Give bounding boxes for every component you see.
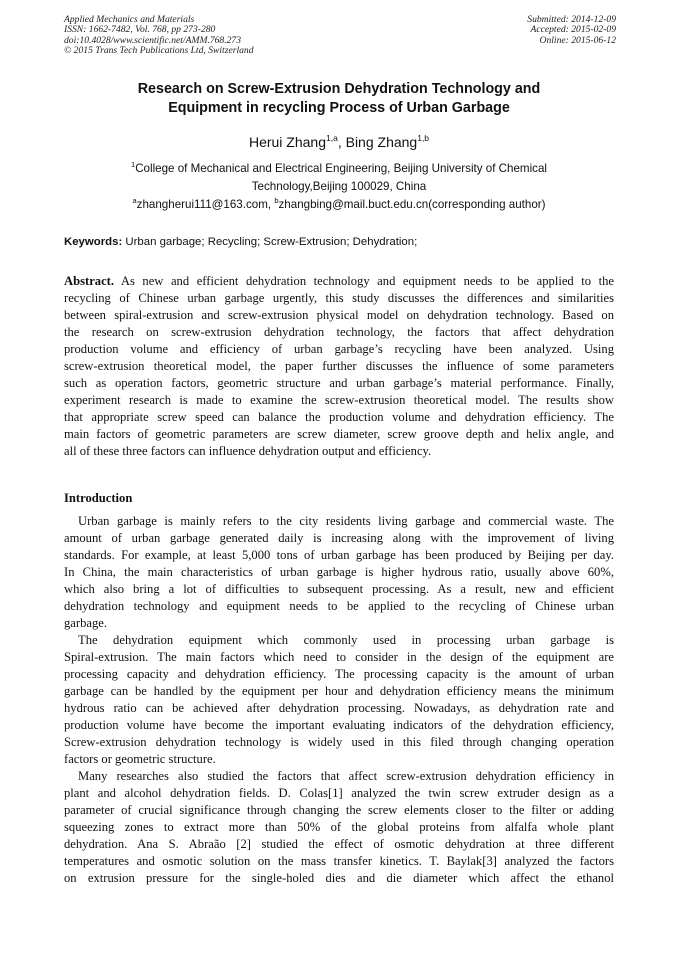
intro-line: temperatures and osmotic solution on the mass transfer kinetics. T. Baylak[3] analyzed the factors (64, 854, 614, 868)
intro-line: which also bring a lot of difficulties to subsequent processing. As a result, new and efficient (64, 582, 614, 596)
journal-info (64, 15, 254, 57)
intro-line: dehydration technology and equipment needs to be applied to the recycling of Chinese urban (64, 599, 614, 613)
abstract (64, 273, 614, 460)
intro-line: dehydration. Ana S. Abraão [2] studied the effect of osmotic dehydration at three different (64, 837, 614, 851)
intro-line: processing capacity and dehydration efficiency. The processing capacity is the amount of urban (64, 667, 614, 681)
paper-title (64, 80, 614, 118)
email-marker-a: a (132, 196, 137, 205)
affiliation-line-2: Technology,Beijing 100029, China (251, 180, 427, 193)
email-marker-b: b (274, 196, 279, 205)
email-b-link[interactable]: zhangbing@mail.buct.edu.cn(corresponding author) (278, 198, 546, 211)
affiliation-line-1 (64, 160, 614, 178)
keywords (64, 234, 614, 250)
intro-line: Urban garbage is mainly refers to the city residents living garbage and commercial waste. The (78, 514, 614, 528)
keywords-text: Urban garbage; Recycling; Screw-Extrusion; Dehydration; (122, 236, 418, 248)
online-date: Online: 2015-06-12 (539, 34, 616, 46)
dates-info (527, 15, 616, 46)
institution-text: College of Mechanical and Electrical Engineering, Beijing University of Chemical (135, 162, 547, 175)
author-1: Herui Zhang (248, 134, 326, 150)
email-line (64, 196, 614, 214)
intro-line: Spiral-extrusion. The main factors which need to consider in the design of the equipment are (64, 650, 614, 664)
title-line-2: Equipment in recycling Process of Urban Garbage (168, 100, 510, 116)
abstract-line: recycling of Chinese urban garbage urgently, this study discusses the differences and similarities (64, 291, 614, 305)
intro-line: squeezing zones to extract more than 50% of the global proteins from alfalfa whole plant (64, 820, 614, 834)
section-heading-introduction: Introduction (64, 491, 133, 505)
intro-line: standards. For example, at least 5,000 tons of urban garbage has been produced by Beijing per day. (64, 548, 614, 562)
intro-line: In China, the main characteristics of urban garbage is higher hydrous ratio, usually above 60%, (64, 565, 614, 579)
abstract-line: such as operation factors, geometric structure and urban garbage’s material performance. Finally, (64, 376, 614, 390)
abstract-label: Abstract. (64, 274, 115, 288)
journal-name: Applied Mechanics and Materials (64, 14, 195, 25)
keywords-label: Keywords: (64, 236, 123, 248)
submitted-date: Submitted: 2014-12-09 (527, 14, 616, 25)
affiliations (64, 160, 614, 214)
intro-line: plant and alcohol dehydration fields. D. Colas[1] analyzed the twin screw extruder design as a (64, 786, 614, 800)
title-line-1: Research on Screw-Extrusion Dehydration Technology and (137, 81, 541, 97)
abstract-line: all of these three factors can influence dehydration output and efficiency. (64, 444, 432, 458)
author-list (64, 133, 614, 151)
intro-line: The dehydration equipment which commonly used in processing urban garbage is (78, 633, 614, 647)
abstract-line: screw-extrusion theoretical model, the paper further discusses the influence of some parameters (64, 359, 614, 373)
intro-line: on extrusion pressure for the single-holed dies and die diameter which affect the ethanol (64, 871, 614, 885)
introduction-body (64, 513, 614, 887)
abstract-line: between spiral-extrusion and screw-extrusion physical model on dehydration technology. Based on (64, 308, 614, 322)
accepted-date: Accepted: 2015-02-09 (530, 24, 616, 36)
abstract-line: main factors of geometric parameters are screw diameter, screw groove depth and helix angle, and (64, 427, 614, 441)
affil-marker-1: 1 (131, 160, 136, 169)
intro-line: factors or geometric structure. (64, 752, 216, 766)
email-a-link[interactable]: zhangherui111@163.com, (136, 198, 275, 211)
doi-line[interactable]: doi:10.4028/www.scientific.net/AMM.768.273 (64, 34, 242, 46)
issn-line: ISSN: 1662-7482, Vol. 768, pp 273-280 (64, 24, 216, 36)
intro-line: Screw-extrusion dehydration technology is widely used in this filed through changing operation (64, 735, 614, 749)
abstract-line: the research on screw-extrusion dehydration technology, the factors that affect dehydration (64, 325, 614, 339)
intro-line: hydrous ratio can be achieved after dehydration processing. Nowadays, as dehydration rate and (64, 701, 614, 715)
intro-line: amount of urban garbage generated daily is increasing along with the improvement of living (64, 531, 614, 545)
intro-line: garbage can be handled by the equipment per hour and dehydration efficiency means the minimum (64, 684, 614, 698)
intro-line: Many researches also studied the factors that affect screw-extrusion dehydration efficiency in (78, 769, 614, 783)
intro-line: parameter of crucial significance through changing the screw elements closer to the filter or adding (64, 803, 614, 817)
abstract-line (64, 273, 614, 290)
abstract-line: that appropriate screw speed can balance the production volume and dehydration efficiency. The (64, 410, 614, 424)
intro-line: garbage. (64, 616, 108, 630)
copyright-line: © 2015 Trans Tech Publications Ltd, Switzerland (64, 45, 254, 57)
author-separator: , (337, 134, 346, 150)
abstract-first-text: As new and efficient dehydration technology and equipment needs to be applied to the (114, 274, 614, 288)
author-1-affil: 1,a (326, 133, 338, 143)
intro-line: production volume have become the important evaluating indicators of the dehydration efficiency, (64, 718, 614, 732)
author-2-affil: 1,b (417, 133, 430, 143)
author-2: Bing Zhang (345, 134, 418, 150)
abstract-line: production volume and efficiency of urban garbage’s recycling have been analyzed. Using (64, 342, 614, 356)
abstract-line: experiment research is made to examine the screw-extrusion theoretical model. The results show (64, 393, 614, 407)
